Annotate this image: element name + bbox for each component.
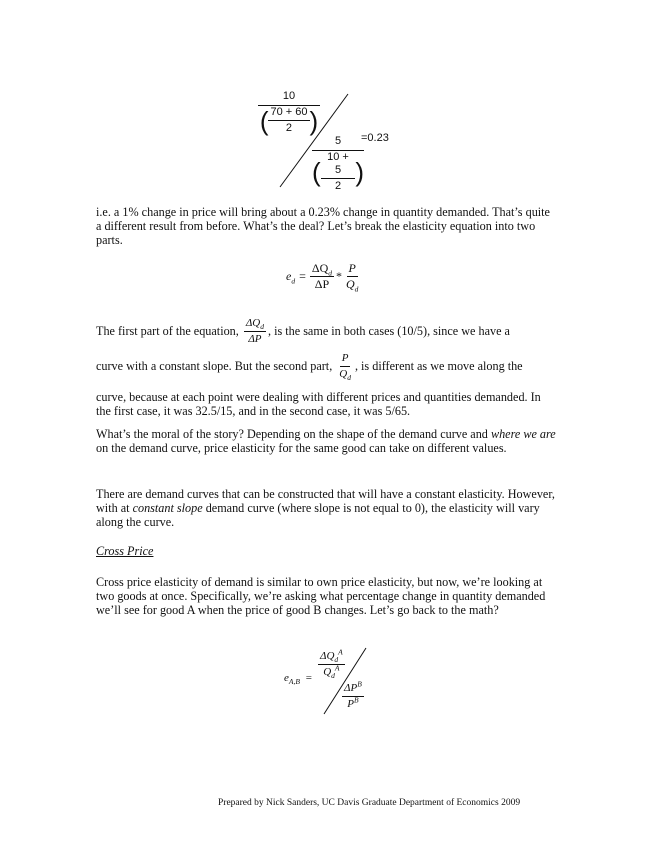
paren-left: ( [312,157,321,187]
eq2-fraction-slope: $\frac{\Delta Q_d}{\Delta P}$ [311,261,332,291]
eq1-bottom-numerator: 5 [334,135,342,147]
eq1-top-numerator: 10 [282,90,296,102]
inline-fraction-ratio: $\frac{P}{Q_d}$ [339,351,351,382]
paragraph-moral: What’s the moral of the story? Depending on the shape of the demand curve and where we are on the demand curve, price elasticity for the same good can take on different values. [96,427,556,455]
inline-fraction-slope: $\frac{\Delta Q_d}{\Delta P}$ [245,316,264,345]
equation-elasticity-calc [250,90,410,190]
eq2-fraction-ratio: $\frac{P}{Q_d}$ [346,261,359,294]
eq1-top-den-numerator: 70 + 60 [268,106,309,121]
eq3-bottom-fraction: $\Delta P^B$ $P^B$ [344,679,362,710]
eq1-bottom-den-numerator: 10 + 5 [321,151,356,179]
eq2-lhs: $e_d$ [286,269,296,286]
eq2-times: * [336,269,342,283]
eq2-equals: = [299,269,306,283]
eq1-result: =0.23 [361,132,389,144]
eq3-lhs: $e_{A,B}$ = [284,672,312,687]
paren-right: ) [309,105,319,136]
eq1-top-den-denominator: 2 [285,122,293,134]
paragraph-intro: i.e. a 1% change in price will bring about a 0.23% change in quantity demanded. That’s quite a different result from before. What’s the deal? Let’s break the elasticity equation into two parts. [96,205,550,247]
eq3-top-fraction: $\Delta Q_d^A$ $Q_d^A$ [320,647,343,681]
page-footer: Prepared by Nick Sanders, UC Davis Graduate Department of Economics 2009 [218,798,521,808]
paren-right: ) [355,157,364,187]
paragraph-first-part: The first part of the equation, $\frac{\Delta Q_d}{\Delta P}$ , is the same in both cases (10/5), since we have a curve with a constant slope. But the second part, $\frac{P}{Q_d}$ , is different as we move along the curve, because at each point were dealing with different prices and quantities demanded. In the first case, it was 32.5/15, and in the second case, it was 5/65. [96,316,541,418]
equation-elasticity-parts [286,261,360,294]
paragraph-cross-price: Cross price elasticity of demand is similar to own price elasticity, but now, we’re looking at two goods at once. Specifically, we’re asking what percentage change in quantity demanded we’ll see for good A when the price of good B changes. Let’s go back to the math? [96,575,546,617]
equation-cross-price-elasticity [284,646,394,716]
paragraph-constant-elasticity: There are demand curves that can be constructed that will have a constant elasticity. However, with at constant slope demand curve (where slope is not equal to 0), the elasticity will vary along the curve. [96,487,555,529]
section-heading-cross-price: Cross Price [96,544,154,558]
eq1-bottom-den-denominator: 2 [334,180,342,192]
paren-left: ( [259,105,269,136]
